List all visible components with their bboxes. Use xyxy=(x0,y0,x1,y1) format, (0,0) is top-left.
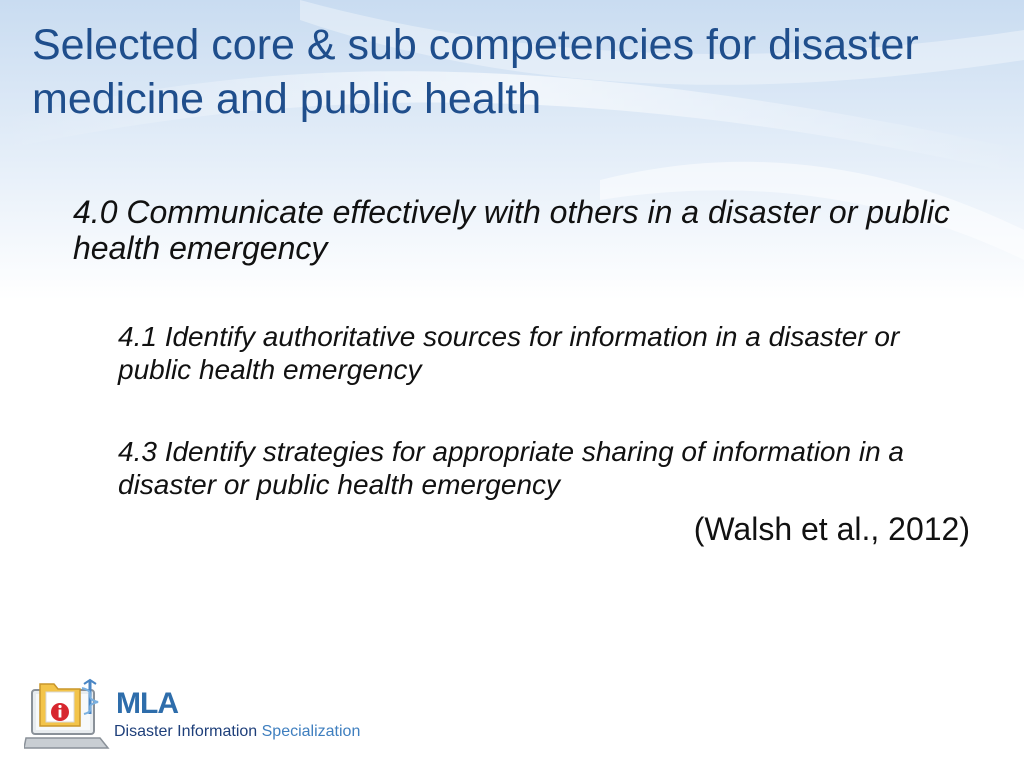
citation: (Walsh et al., 2012) xyxy=(693,511,970,547)
logo-tagline-part2: Specialization xyxy=(261,723,361,740)
core-competency-4-0: 4.0 Communicate effectively with others in a disaster or public health emergency xyxy=(73,194,950,266)
slide-title: Selected core & sub competencies for disaster medicine and public health xyxy=(32,21,919,123)
sub-competency-4-3: 4.3 Identify strategies for appropriate sharing of information in a disaster or public health emergency xyxy=(118,436,904,500)
mla-brand-text: MLA xyxy=(116,687,178,720)
sub-competency-4-1: 4.1 Identify authoritative sources for information in a disaster or public health emergency xyxy=(118,321,900,385)
mla-logo xyxy=(24,676,384,756)
logo-tagline xyxy=(114,722,360,742)
logo-tagline-part1: Disaster Information xyxy=(114,723,258,740)
laptop-folder-info-icon xyxy=(24,676,114,756)
